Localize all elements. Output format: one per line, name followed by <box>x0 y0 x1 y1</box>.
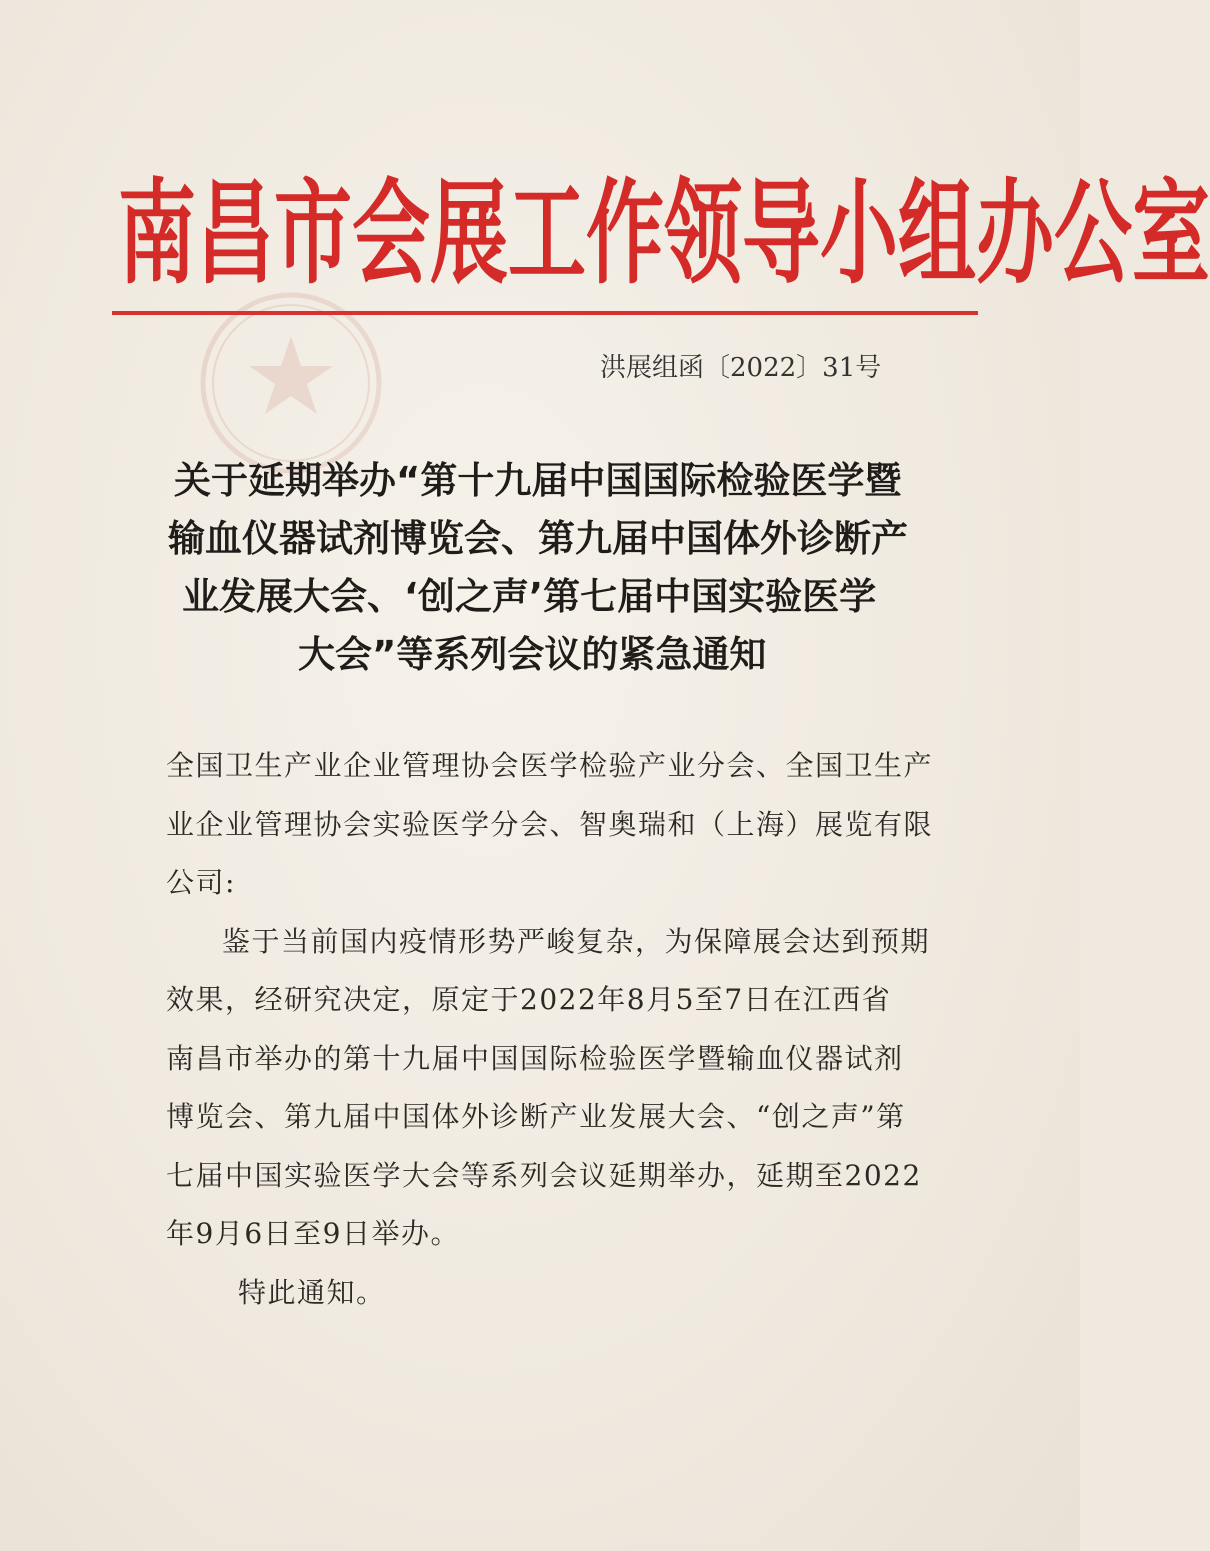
red-divider-line <box>112 311 978 315</box>
paragraph-line: 效果，经研究决定，原定于2022年8月5至7日在江西省 <box>166 983 892 1016</box>
closing-remark: 特此通知。 <box>238 1275 386 1309</box>
paragraph-line: 鉴于当前国内疫情形势严峻复杂，为保障展会达到预期 <box>222 924 931 958</box>
title-line: 业发展大会、‘创之声’第七届中国实验医学 <box>182 575 877 618</box>
title-line: 关于延期举办“第十九届中国国际检验医学暨 <box>174 459 902 502</box>
paragraph-line: 南昌市举办的第十九届中国国际检验医学暨输血仪器试剂 <box>166 1041 904 1075</box>
paragraph-line: 年9月6日至9日举办。 <box>166 1217 460 1250</box>
recipient-line: 公司: <box>166 866 236 899</box>
notice-body <box>166 737 934 1322</box>
title-line: 大会”等系列会议的紧急通知 <box>298 633 767 676</box>
paragraph-line: 博览会、第九届中国体外诊断产业发展大会、“创之声”第 <box>166 1100 906 1133</box>
paragraph-line: 七届中国实验医学大会等系列会议延期举办，延期至2022 <box>166 1158 922 1192</box>
document-number: 洪展组函〔2022〕31号 <box>600 353 882 383</box>
recipient-line: 全国卫生产业企业管理协会医学检验产业分会、全国卫生产 <box>166 749 934 782</box>
title-line: 输血仪器试剂博览会、第九届中国体外诊断产 <box>168 517 908 560</box>
recipient-line: 业企业管理协会实验医学分会、智奥瑞和（上海）展览有限 <box>166 807 934 841</box>
notice-title <box>160 452 930 684</box>
issuing-office-masthead: 南昌市会展工作领导小组办公室 <box>118 169 1210 301</box>
